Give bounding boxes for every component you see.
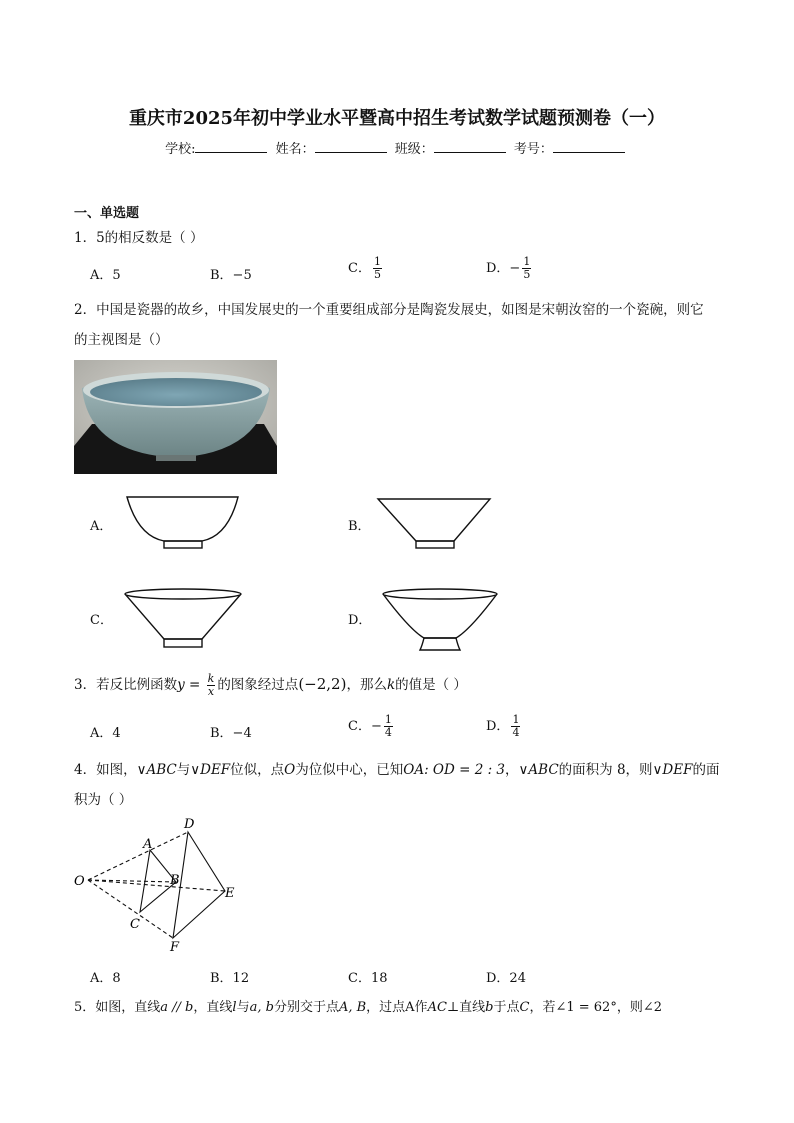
fraction: $\frac{1}{4}$ [384,713,392,739]
q4-option-a: A．8 [90,971,121,986]
fraction: $\frac{1}{4}$ [512,713,520,739]
section-heading: 一、单选题 [74,206,140,221]
q3-option-d: D． $\frac{1}{4}$ [486,713,520,739]
q2-option-d: D． [348,613,372,628]
point-d-label: D [184,817,195,832]
q4-option-c: C．18 [348,971,388,986]
exam-no-label: 考号： [513,142,553,157]
q1-stem: 1．5的相反数是（ ） [74,230,204,246]
q1-option-c: C． $\frac{1}{5}$ [348,255,381,281]
page-title: 重庆市2025年初中学业水平暨高中招生考试数学试题预测卷（一） [128,108,666,129]
school-label: 学校: [165,142,196,157]
point-c-label: C [130,917,140,932]
class-blank [434,140,506,153]
q3-stem: 3．若反比例函数y = $\frac{k}{x}$ 的图象经过点(−2,2)，那么k的值是（ ） [74,672,467,698]
q3-option-c: C．− $\frac{1}{4}$ [348,713,392,739]
q2-stem-line1: 2．中国是瓷器的故乡，中国发展史的一个重要组成部分是陶瓷发展史，如图是宋朝汝窑的一个瓷碗，则它 [74,302,704,318]
class-label: 班级： [394,142,434,157]
q2-option-d-figure [380,586,502,654]
q4-option-b: B．12 [210,971,250,986]
q3-option-a: A．4 [90,726,121,741]
point-b-label: B [170,873,180,888]
q4-stem-line2: 积为（ ） [74,792,133,808]
fraction: $\frac{1}{5}$ [523,255,531,281]
q5-stem: 5．如图，直线a // b，直线l与a, b分别交于点A, B，过点A作AC⊥直线b于点C，若∠1 = 62°，则∠2 [74,1000,663,1015]
q2-option-c-figure [122,586,246,652]
q4-option-d: D．24 [486,971,526,986]
name-label: 姓名： [275,142,315,157]
point-e-label: E [225,886,235,901]
q2-option-b-figure [376,496,494,554]
point-a-label: A [143,837,153,852]
q3-option-b: B．−4 [210,726,252,741]
student-info-line [0,138,794,157]
q4-stem-line1: 4．如图，∨ABC与∨DEF位似，点O为位似中心，已知OA: OD = 2 : 3，∨ABC的面积为 8，则∨DEF的面 [74,762,720,778]
bowl-photo [74,360,277,474]
q2-stem-line2: 的主视图是（） [74,332,169,348]
point-o-label: O [74,874,85,889]
fraction: $\frac{1}{5}$ [373,255,381,281]
exam-no-blank [553,140,625,153]
q1-option-a: A．5 [90,268,121,283]
q1-option-d: D．− $\frac{1}{5}$ [486,255,531,281]
q2-option-c: C． [90,613,113,628]
fraction: $\frac{k}{x}$ [207,672,215,698]
school-blank [195,140,267,153]
q4-similarity-figure [70,814,250,954]
point-f-label: F [170,940,180,954]
q1-option-b: B．−5 [210,268,252,283]
q2-option-a-figure [124,494,242,552]
name-blank [315,140,387,153]
q2-option-b: B． [348,519,371,534]
q2-option-a: A． [90,519,113,534]
